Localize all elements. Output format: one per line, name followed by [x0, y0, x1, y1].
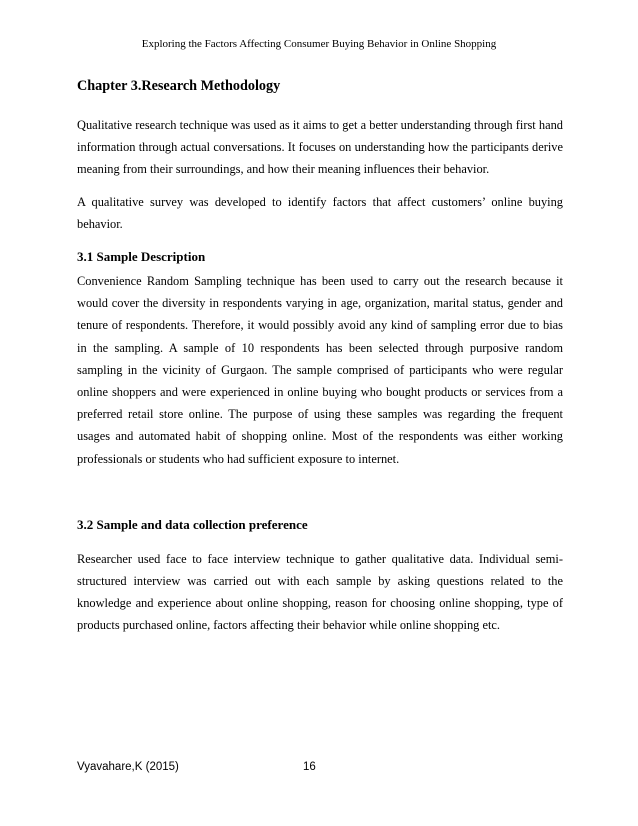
- running-header: Exploring the Factors Affecting Consumer Buying Behavior in Online Shopping: [141, 38, 497, 50]
- intro-paragraph: A qualitative survey was developed to identify factors that affect customers’ online buying behavior.: [77, 194, 563, 231]
- section-heading: 3.2 Sample and data collection preference: [77, 516, 308, 532]
- intro-paragraph: Qualitative research technique was used as it aims to get a better understanding through first hand information through actual conversations. It focuses on understanding how the participants derive meaning from their surroundings, and how their meaning influences their behavior.: [77, 118, 563, 177]
- section-paragraph: Convenience Random Sampling technique has been used to carry out the research because it would cover the diversity in respondents varying in age, organization, marital status, gender and tenure of respondents. Therefore, it would possibly avoid any kind of sampling error due to bias in the sampling. A sample of 10 respondents has been selected through purposive random sampling in the vicinity of Gurgaon. The sample comprised of participants who were regular online shoppers and were experienced in online buying who bought products or services from a preferred retail store online. The purpose of using these samples was regarding the frequent usages and automated habit of shopping online. Most of the respondents was either working professionals or students who had sufficient exposure to internet.: [77, 274, 563, 466]
- page-body: [77, 76, 563, 637]
- footer-author: Vyavahare,K (2015): [77, 761, 179, 773]
- section-paragraph: Researcher used face to face interview technique to gather qualitative data. Individual semi-structured interview was carried out with each sample by asking questions related to the knowledge and experience about online shopping, reason for choosing online shopping, type of products purchased online, factors affecting their behavior while online shopping etc.: [77, 551, 563, 633]
- page-number: 16: [303, 761, 316, 773]
- section-heading: 3.1 Sample Description: [77, 249, 206, 265]
- chapter-title: Chapter 3.Research Methodology: [77, 78, 281, 94]
